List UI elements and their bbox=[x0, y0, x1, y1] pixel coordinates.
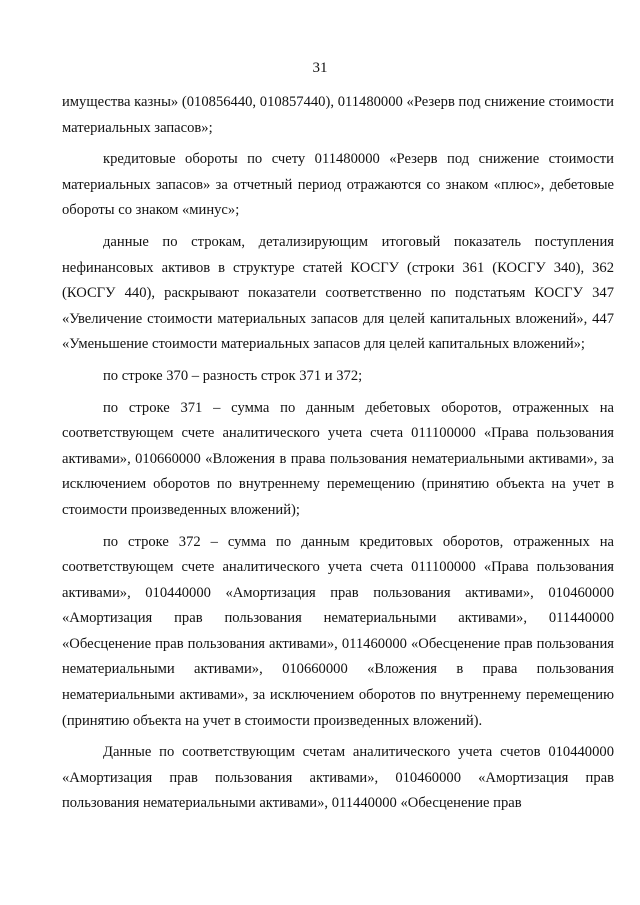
paragraph-2: кредитовые обороты по счету 011480000 «Резерв под снижение стоимости материальных запасов» за отчетный период отражаются со знаком «плюс», дебетовые обороты со знаком «минус»; bbox=[62, 151, 614, 219]
paragraph-1: имущества казны» (010856440, 010857440), 011480000 «Резерв под снижение стоимости материальных запасов»; bbox=[62, 94, 614, 136]
paragraph-3: данные по строкам, детализирующим итоговый показатель поступления нефинансовых активов в структуре статей КОСГУ (строки 361 (КОСГУ 340), 362 (КОСГУ 440), раскрывают показатели соответственно по подстатьям КОСГУ 347 «Увеличение стоимости материальных запасов для целей капитальных вложений», 447 «Уменьшение стоимости материальных запасов для целей капитальных вложений»; bbox=[62, 233, 614, 353]
body-text bbox=[62, 90, 614, 823]
page-number: 31 bbox=[312, 60, 328, 76]
paragraph-7: Данные по соответствующим счетам аналитического учета счетов 010440000 «Амортизация прав пользования активами», 010460000 «Амортизация прав пользования нематериальными активами», 011440000 «Обесценение прав bbox=[62, 744, 614, 812]
paragraph-5: по строке 371 – сумма по данным дебетовых оборотов, отраженных на соответствующем счете аналитического учета счета 011100000 «Права пользования активами», 010660000 «Вложения в права пользования нематериальными активами», за исключением оборотов по внутреннему перемещению (принятию объекта на учет в стоимости произведенных вложений); bbox=[62, 399, 614, 518]
paragraph-6: по строке 372 – сумма по данным кредитовых оборотов, отраженных на соответствующем счете аналитического учета счета 011100000 «Права пользования активами», 010440000 «Амортизация прав пользования активами», 010460000 «Амортизация прав пользования нематериальными активами», 011440000 «Обесценение прав пользования активами», 011460000 «Обесценение прав пользования нематериальными активами», 010660000 «Вложения в права пользования нематериальными активами», за исключением оборотов по внутреннему перемещению (принятию объекта на учет в стоимости произведенных вложений). bbox=[62, 533, 614, 729]
paragraph-4: по строке 370 – разность строк 371 и 372; bbox=[103, 367, 363, 384]
